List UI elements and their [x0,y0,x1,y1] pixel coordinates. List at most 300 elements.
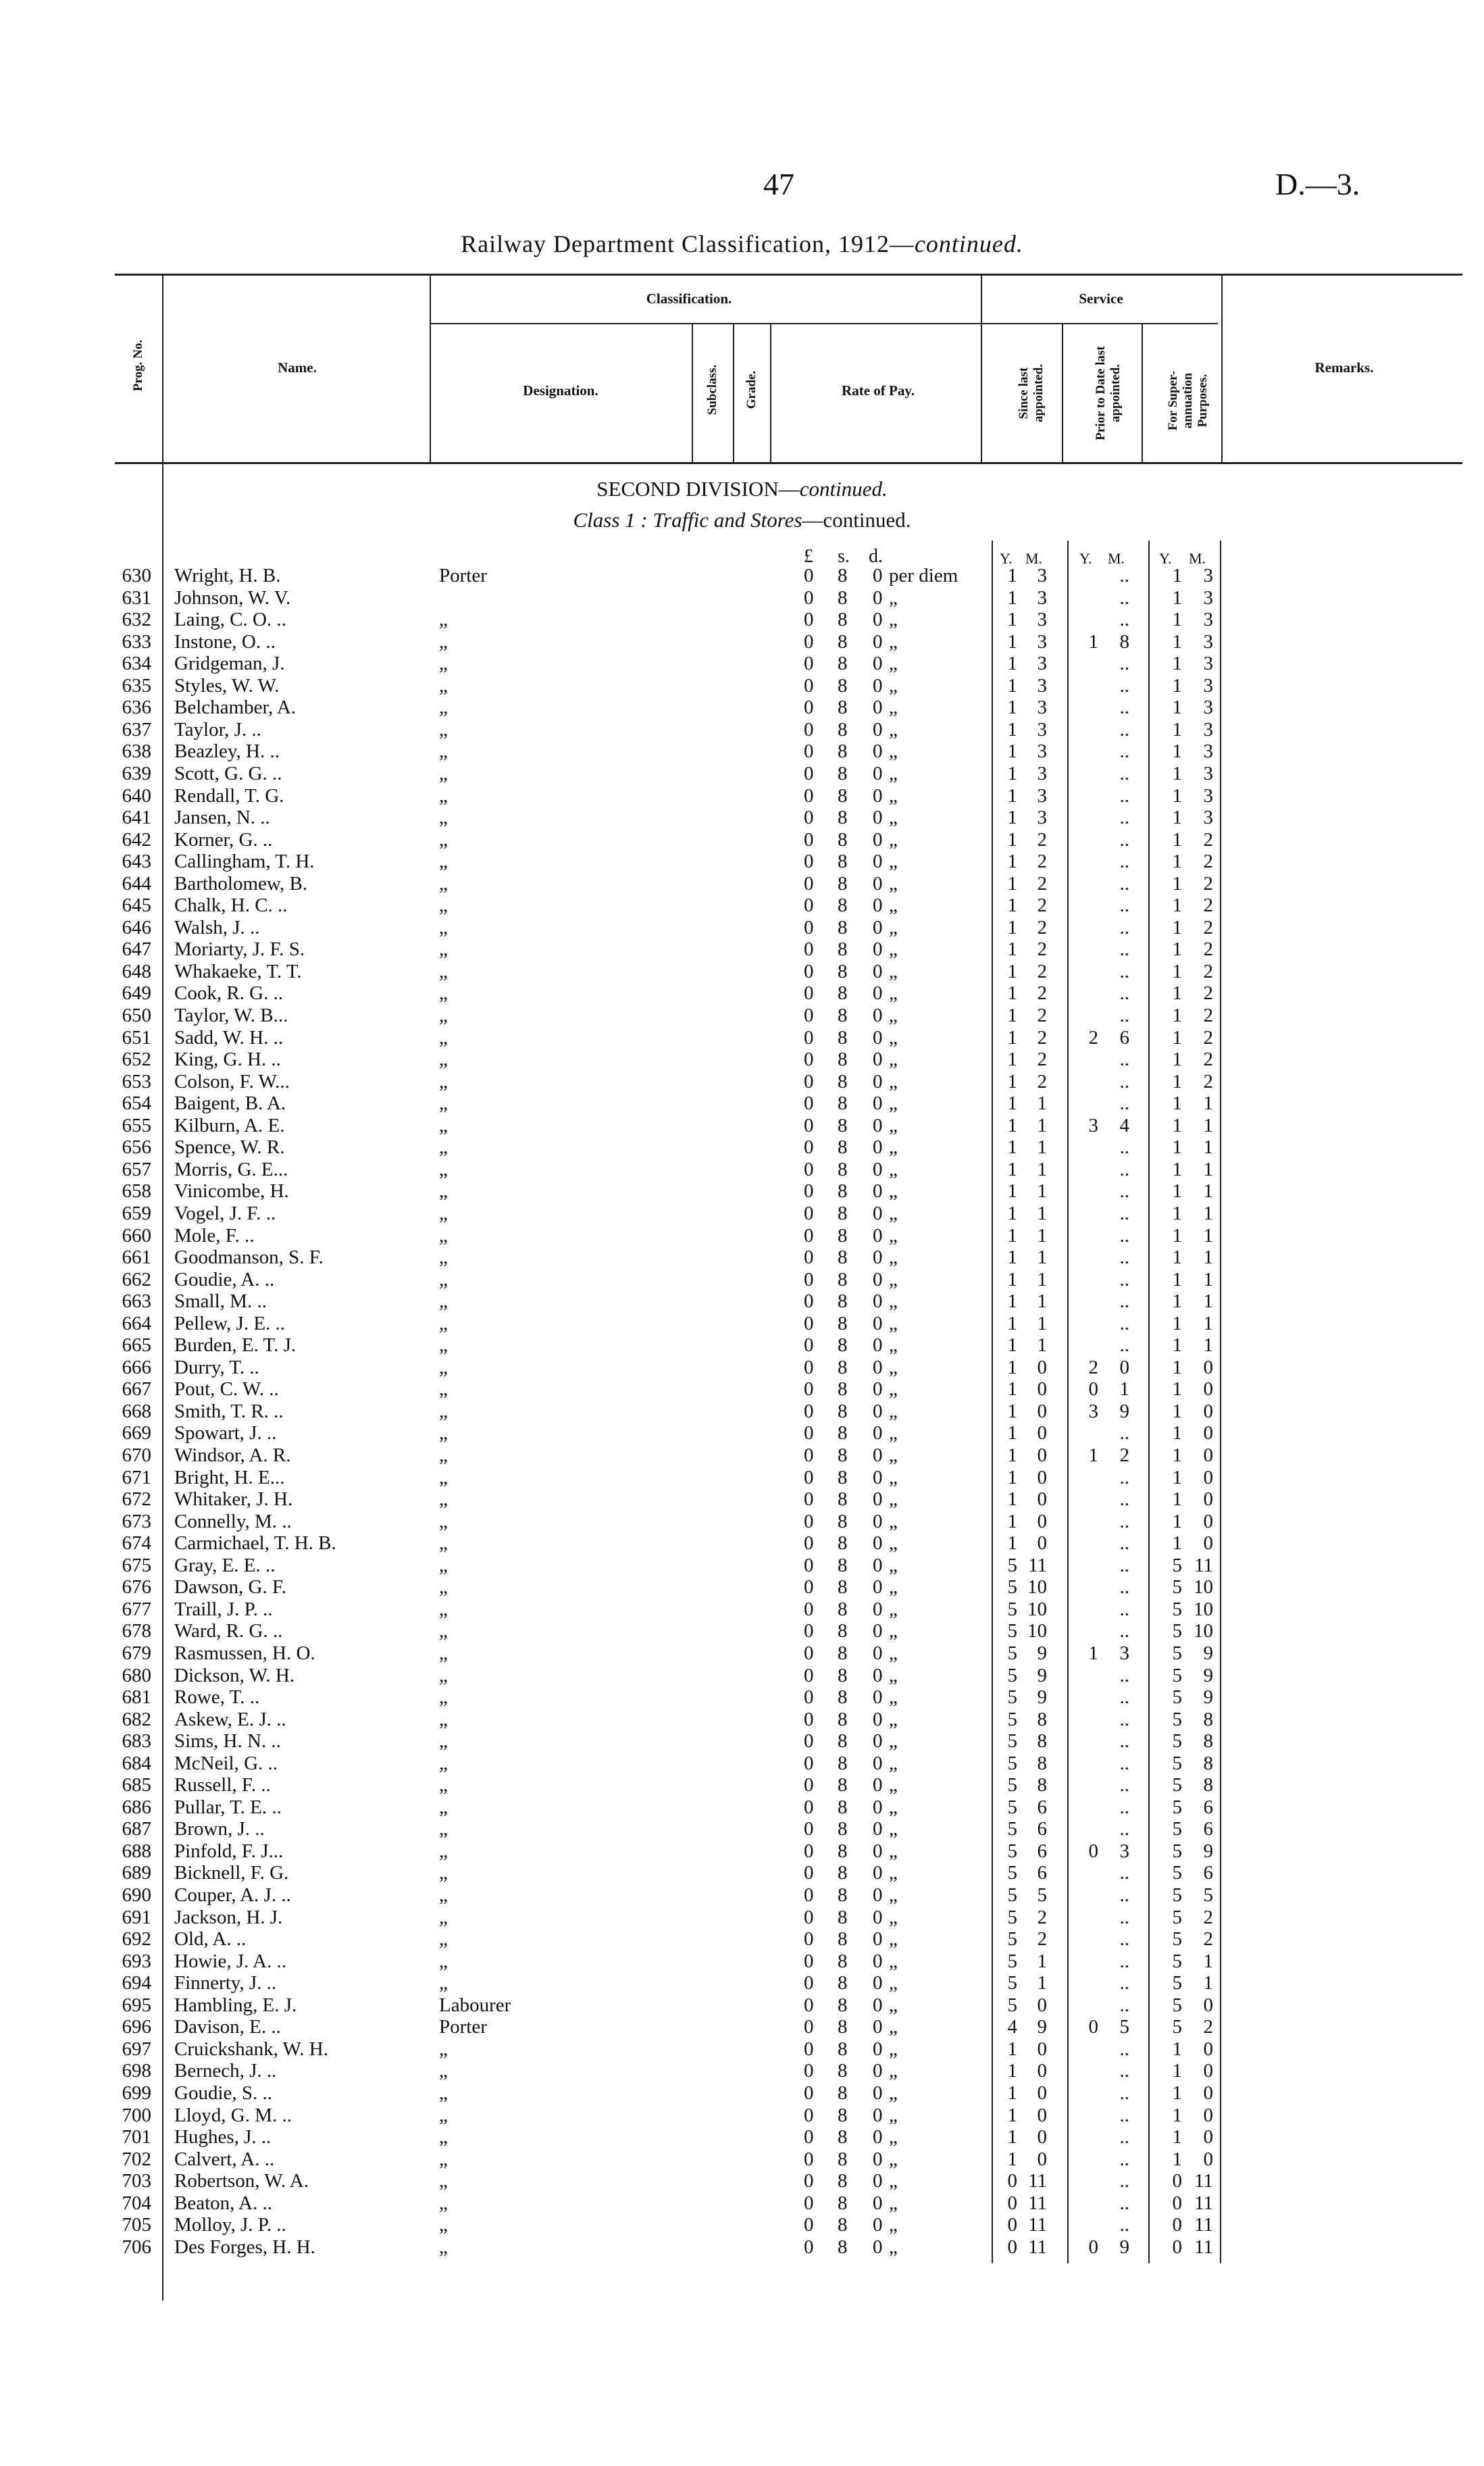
super-months: 1 [1203,1158,1213,1180]
super-months: 3 [1203,586,1213,609]
since-years: 1 [1007,1026,1017,1049]
designation-cell: „ [439,1356,448,1378]
designation-cell: Labourer [439,1994,511,2016]
prog-no: 699 [122,2082,151,2104]
prior-months: .. [1119,1466,1129,1488]
super-years: 1 [1172,982,1182,1005]
rate-pounds: 0 [804,851,814,873]
since-years: 1 [1007,851,1017,873]
name-cell: Beaton, A. .. [174,2192,272,2214]
super-years: 1 [1172,1510,1182,1532]
prog-no: 663 [122,1290,151,1313]
rate-unit: „ [889,1708,898,1730]
super-years: 1 [1172,1444,1182,1466]
rate-shillings: 8 [838,1488,848,1511]
name-cell: Kilburn, A. E. [174,1114,285,1136]
rate-shillings: 8 [838,1312,848,1334]
super-years: 5 [1172,1906,1182,1928]
unit-pounds: £ [804,546,813,567]
since-months: 10 [1027,1598,1047,1620]
super-months: 11 [1194,2170,1213,2192]
since-years: 5 [1007,1664,1017,1686]
rate-pounds: 0 [804,1730,814,1753]
prior-months: .. [1119,2170,1129,2192]
rate-shillings: 8 [838,1356,848,1378]
super-years: 5 [1172,1950,1182,1972]
rate-unit: „ [889,1378,898,1401]
prog-no: 698 [122,2060,151,2082]
name-cell: Dawson, G. F. [174,1576,287,1599]
prog-no: 680 [122,1664,151,1686]
prog-no: 639 [122,762,151,784]
rate-unit: „ [889,630,898,653]
name-cell: Styles, W. W. [174,674,280,697]
rate-shillings: 8 [838,1202,848,1224]
since-years: 1 [1007,960,1017,982]
super-months: 6 [1203,1818,1213,1840]
name-cell: Belchamber, A. [174,697,297,719]
rate-unit: „ [889,1994,898,2016]
rate-pence: 0 [873,938,883,961]
designation-cell: „ [439,1862,448,1884]
rate-shillings: 8 [838,1686,848,1709]
super-years: 1 [1172,1070,1182,1092]
rate-shillings: 8 [838,1070,848,1092]
prog-no: 654 [122,1092,151,1115]
class-continued: —continued. [802,508,911,532]
designation-cell: „ [439,784,448,807]
body-rule-2 [1067,540,1069,2263]
name-cell: Bernech, J. .. [174,2060,277,2082]
rate-pence: 0 [873,2214,883,2236]
rate-pounds: 0 [804,1818,814,1840]
since-years: 1 [1007,2126,1017,2148]
prog-no: 700 [122,2104,151,2126]
super-months: 3 [1203,630,1213,653]
rate-pounds: 0 [804,630,814,653]
rate-pence: 0 [873,1114,883,1136]
prog-no: 704 [122,2192,151,2214]
super-years: 1 [1172,718,1182,740]
designation-cell: „ [439,1136,448,1159]
division-heading [0,477,1484,501]
super-months: 11 [1194,1554,1213,1576]
prior-years: 1 [1088,1444,1098,1466]
rate-pence: 0 [873,1136,883,1159]
designation-cell: „ [439,2192,448,2214]
prior-months: 3 [1119,1642,1129,1664]
since-months: 2 [1037,1026,1047,1049]
rate-unit: „ [889,1092,898,1115]
designation-cell: „ [439,1708,448,1730]
rate-unit: „ [889,784,898,807]
prog-no: 660 [122,1224,151,1247]
rate-unit: „ [889,1400,898,1422]
rate-unit: „ [889,938,898,961]
body-rule-1 [992,540,993,2263]
prior-months: .. [1119,2060,1129,2082]
since-years: 5 [1007,1818,1017,1840]
header-remarks: Remarks. [1314,359,1374,376]
name-cell: Calvert, A. .. [174,2148,275,2170]
rate-shillings: 8 [838,586,848,609]
name-cell: Carmichael, T. H. B. [174,1532,336,1555]
name-cell: Sims, H. N. .. [174,1730,281,1753]
designation-cell: „ [439,1268,448,1290]
prior-years: 3 [1088,1114,1098,1136]
since-months: 11 [1028,2236,1047,2258]
designation-cell: „ [439,2038,448,2060]
designation-cell: „ [439,807,448,829]
prior-months: .. [1119,2038,1129,2060]
prior-months: 9 [1119,2236,1129,2258]
since-months: 1 [1037,1092,1047,1115]
since-months: 1 [1037,1334,1047,1357]
prior-months: .. [1119,2192,1129,2214]
super-months: 1 [1203,1312,1213,1334]
name-cell: Baigent, B. A. [174,1092,286,1115]
since-years: 0 [1007,2214,1017,2236]
rate-pounds: 0 [804,1005,814,1026]
rate-unit: „ [889,1532,898,1555]
super-years: 5 [1172,1664,1182,1686]
rate-pounds: 0 [804,1158,814,1180]
rate-shillings: 8 [838,1532,848,1555]
since-months: 3 [1037,762,1047,784]
rate-unit: „ [889,1422,898,1444]
designation-cell: „ [439,1224,448,1247]
since-months: 9 [1037,2016,1047,2038]
super-months: 8 [1203,1708,1213,1730]
prog-no: 636 [122,697,151,719]
rate-pence: 0 [873,653,883,675]
super-months: 0 [1203,2148,1213,2170]
super-years: 1 [1172,1180,1182,1203]
prior-months: .. [1119,2214,1129,2236]
since-months: 0 [1037,1444,1047,1466]
super-years: 1 [1172,565,1182,586]
rate-unit: „ [889,1356,898,1378]
super-months: 0 [1203,1466,1213,1488]
rate-unit: „ [889,916,898,938]
rate-unit: per diem [889,565,958,586]
prior-months: .. [1119,565,1129,586]
prog-no: 697 [122,2038,151,2060]
since-years: 1 [1007,1049,1017,1071]
since-months: 1 [1037,1950,1047,1972]
header-classification: Classification. [646,291,732,307]
designation-cell: „ [439,1026,448,1049]
rate-unit: „ [889,2148,898,2170]
prog-no: 667 [122,1378,151,1401]
name-cell: Sadd, W. H. .. [174,1026,284,1049]
prior-months: .. [1119,1862,1129,1884]
rate-shillings: 8 [838,1774,848,1796]
super-months: 11 [1194,2236,1213,2258]
name-cell: Laing, C. O. .. [174,609,286,631]
super-years: 5 [1172,1554,1182,1576]
super-months: 2 [1203,895,1213,917]
rate-pounds: 0 [804,1247,814,1269]
rate-pence: 0 [873,630,883,653]
rate-pence: 0 [873,1202,883,1224]
since-months: 9 [1037,1664,1047,1686]
name-cell: Rasmussen, H. O. [174,1642,315,1664]
super-months: 11 [1194,2192,1213,2214]
super-months: 0 [1203,1378,1213,1401]
rate-shillings: 8 [838,1334,848,1357]
name-cell: Korner, G. .. [174,828,273,851]
prior-months: .. [1119,1070,1129,1092]
rate-unit: „ [889,960,898,982]
rate-pence: 0 [873,1312,883,1334]
name-cell: Durry, T. .. [174,1356,259,1378]
name-cell: Rendall, T. G. [174,784,284,807]
super-years: 1 [1172,828,1182,851]
name-cell: Bartholomew, B. [174,872,308,895]
super-years: 0 [1172,2192,1182,2214]
rate-unit: „ [889,653,898,675]
rate-shillings: 8 [838,2148,848,2170]
rate-shillings: 8 [838,982,848,1005]
super-months: 3 [1203,718,1213,740]
rate-pounds: 0 [804,1510,814,1532]
since-months: 0 [1037,1422,1047,1444]
rate-shillings: 8 [838,1818,848,1840]
since-years: 1 [1007,2060,1017,2082]
prior-months: .. [1119,653,1129,675]
name-cell: Vinicombe, H. [174,1180,289,1203]
super-years: 1 [1172,630,1182,653]
rate-pounds: 0 [804,1136,814,1159]
rate-unit: „ [889,1818,898,1840]
designation-cell: „ [439,1005,448,1026]
rate-pence: 0 [873,1994,883,2016]
super-months: 3 [1203,609,1213,631]
prior-months: .. [1119,1268,1129,1290]
since-years: 1 [1007,916,1017,938]
designation-cell: „ [439,1576,448,1599]
designation-cell: „ [439,1796,448,1818]
since-years: 1 [1007,697,1017,719]
designation-cell: „ [439,1312,448,1334]
since-years: 1 [1007,784,1017,807]
prior-months: 2 [1119,1444,1129,1466]
rate-unit: „ [889,1554,898,1576]
super-years: 1 [1172,851,1182,873]
prior-months: .. [1119,1906,1129,1928]
since-years: 1 [1007,1070,1017,1092]
since-months: 2 [1037,851,1047,873]
rate-unit: „ [889,1664,898,1686]
super-years: 1 [1172,1378,1182,1401]
super-years: 1 [1172,895,1182,917]
rate-unit: „ [889,1114,898,1136]
prog-no: 702 [122,2148,151,2170]
prior-months: .. [1119,1972,1129,1994]
rate-pounds: 0 [804,2148,814,2170]
since-years: 0 [1007,2170,1017,2192]
name-cell: Howie, J. A. .. [174,1950,286,1972]
prior-months: .. [1119,784,1129,807]
rate-pounds: 0 [804,1906,814,1928]
rate-unit: „ [889,609,898,631]
rate-pounds: 0 [804,740,814,763]
prog-no: 637 [122,718,151,740]
prog-no: 631 [122,586,151,609]
super-months: 1 [1203,1334,1213,1357]
designation-cell: „ [439,740,448,763]
rate-shillings: 8 [838,1840,848,1862]
super-months: 2 [1203,1049,1213,1071]
rate-pounds: 0 [804,1334,814,1357]
super-months: 2 [1203,2016,1213,2038]
rate-shillings: 8 [838,1378,848,1401]
rate-pounds: 0 [804,1576,814,1599]
prog-no: 630 [122,565,151,586]
since-months: 2 [1037,938,1047,961]
super-years: 1 [1172,674,1182,697]
name-cell: Windsor, A. R. [174,1444,291,1466]
designation-cell: „ [439,2060,448,2082]
rate-pence: 0 [873,1884,883,1906]
title-continued: continued. [914,230,1023,257]
rate-unit: „ [889,1049,898,1071]
since-years: 1 [1007,1114,1017,1136]
designation-cell: „ [439,609,448,631]
rate-pounds: 0 [804,1620,814,1642]
prog-no: 634 [122,653,151,675]
since-years: 4 [1007,2016,1017,2038]
name-cell: Pullar, T. E. .. [174,1796,282,1818]
super-years: 0 [1172,2170,1182,2192]
col-rule-9 [1221,274,1223,463]
super-months: 2 [1203,1928,1213,1951]
rate-pounds: 0 [804,1686,814,1709]
since-years: 1 [1007,740,1017,763]
rate-unit: „ [889,1840,898,1862]
rate-unit: „ [889,1796,898,1818]
super-years: 1 [1172,2038,1182,2060]
rate-pounds: 0 [804,2104,814,2126]
since-months: 9 [1037,1686,1047,1709]
rate-shillings: 8 [838,1752,848,1774]
designation-cell: „ [439,1818,448,1840]
designation-cell: „ [439,1422,448,1444]
super-months: 2 [1203,1906,1213,1928]
rate-pence: 0 [873,1070,883,1092]
super-months: 1 [1203,1114,1213,1136]
super-years: 1 [1172,872,1182,895]
rate-unit: „ [889,1884,898,1906]
prior-months: 9 [1119,1400,1129,1422]
rate-pence: 0 [873,1862,883,1884]
page-number: 47 [763,167,794,201]
super-years: 5 [1172,1642,1182,1664]
super-years: 1 [1172,2060,1182,2082]
name-cell: Goudie, S. .. [174,2082,272,2104]
since-years: 1 [1007,1334,1017,1357]
prog-no: 672 [122,1488,151,1511]
super-years: 1 [1172,609,1182,631]
prog-no: 649 [122,982,151,1005]
since-months: 2 [1037,1049,1047,1071]
rate-pence: 0 [873,2060,883,2082]
since-years: 5 [1007,1994,1017,2016]
header-name: Name. [278,359,317,376]
rate-pence: 0 [873,1554,883,1576]
rate-pounds: 0 [804,2060,814,2082]
rate-shillings: 8 [838,2082,848,2104]
since-years: 1 [1007,630,1017,653]
designation-cell: „ [439,1752,448,1774]
super-years: 5 [1172,1730,1182,1753]
prior-months: .. [1119,1818,1129,1840]
prior-months: 6 [1119,1026,1129,1049]
rate-pence: 0 [873,1708,883,1730]
super-years: 5 [1172,1752,1182,1774]
since-months: 3 [1037,718,1047,740]
rate-unit: „ [889,1972,898,1994]
rate-pence: 0 [873,2104,883,2126]
prior-months: .. [1119,1202,1129,1224]
since-years: 1 [1007,895,1017,917]
since-years: 1 [1007,1136,1017,1159]
division-label: SECOND DIVISION— [596,477,800,501]
rate-unit: „ [889,807,898,829]
super-years: 5 [1172,1774,1182,1796]
rate-pounds: 0 [804,1049,814,1071]
super-months: 2 [1203,960,1213,982]
super-years: 1 [1172,1114,1182,1136]
rate-pence: 0 [873,1247,883,1269]
rate-shillings: 8 [838,565,848,586]
rate-pounds: 0 [804,609,814,631]
prog-no: 695 [122,1994,151,2016]
rate-shillings: 8 [838,1290,848,1313]
prog-no: 652 [122,1049,151,1071]
prior-months: .. [1119,1488,1129,1511]
rate-pence: 0 [873,718,883,740]
rate-unit: „ [889,1510,898,1532]
rate-pounds: 0 [804,938,814,961]
since-months: 8 [1037,1752,1047,1774]
rate-pence: 0 [873,2148,883,2170]
designation-cell: „ [439,1400,448,1422]
rate-unit: „ [889,1180,898,1203]
name-cell: Spowart, J. .. [174,1422,277,1444]
rate-unit: „ [889,1444,898,1466]
rate-pounds: 0 [804,872,814,895]
rate-shillings: 8 [838,697,848,719]
rate-pence: 0 [873,1598,883,1620]
name-cell: Jansen, N. .. [174,807,270,829]
rate-pence: 0 [873,960,883,982]
since-months: 3 [1037,697,1047,719]
super-months: 10 [1194,1598,1213,1620]
super-years: 5 [1172,1994,1182,2016]
rate-pounds: 0 [804,1422,814,1444]
header-since-last-appointed: Since last appointed. [1017,363,1046,423]
prior-months: .. [1119,1422,1129,1444]
prior-months: .. [1119,586,1129,609]
rate-pence: 0 [873,1686,883,1709]
prior-months: .. [1119,1554,1129,1576]
rate-shillings: 8 [838,1994,848,2016]
prog-no: 677 [122,1598,151,1620]
rate-pence: 0 [873,1466,883,1488]
since-months: 1 [1037,1136,1047,1159]
